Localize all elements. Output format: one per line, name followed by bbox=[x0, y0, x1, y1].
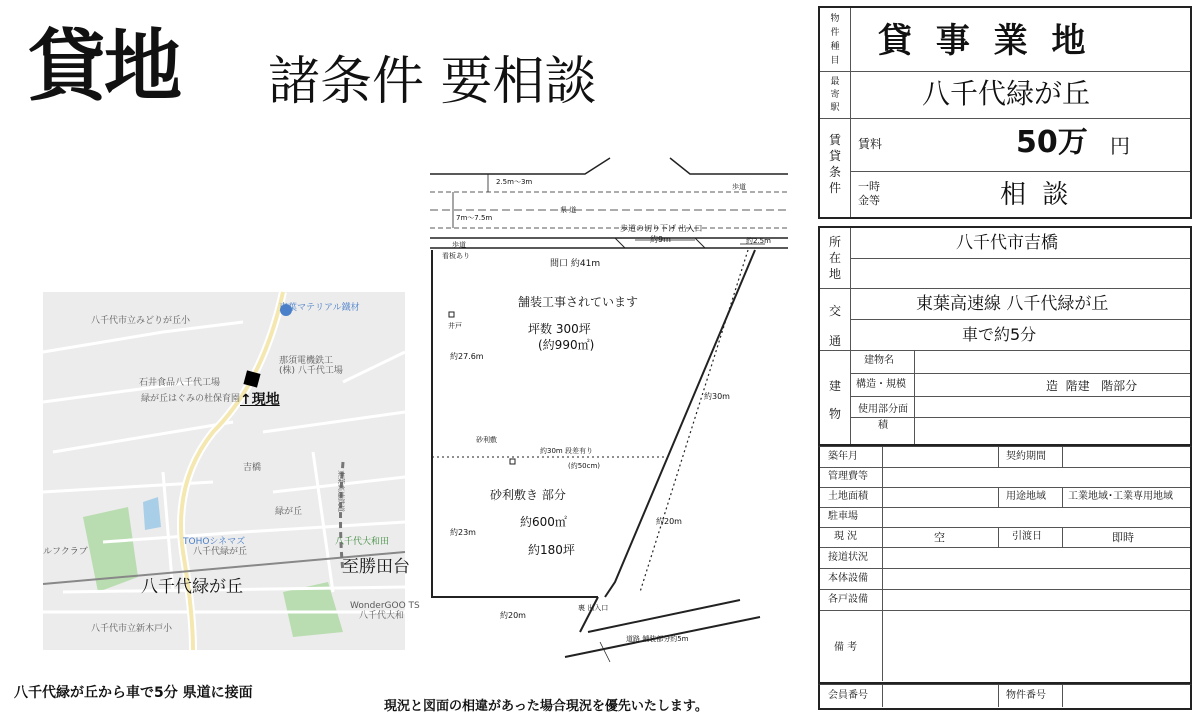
plan-sidewalk-left: 歩道 bbox=[452, 241, 466, 249]
plan-well: 井戸 bbox=[448, 322, 462, 330]
transport-access: 車で約5分 bbox=[962, 325, 1037, 344]
contract-details-table bbox=[818, 446, 1192, 684]
building-name-label: 建物名 bbox=[864, 355, 894, 366]
map-label-ikisaki: 至勝田台 bbox=[342, 557, 410, 577]
map-label-company2b: (株) 八千代工場 bbox=[279, 366, 343, 376]
site-marker-label: ↑現地 bbox=[240, 392, 280, 408]
remarks-label: 備 考 bbox=[834, 642, 858, 653]
zoning-value: 工業地域･工業専用地域 bbox=[1068, 491, 1173, 502]
plan-sidewalk-width: 2.5m～3m bbox=[496, 178, 533, 186]
current-status-label: 現 況 bbox=[834, 531, 858, 542]
map-label-company2: 那須電機鉄工 bbox=[279, 356, 334, 366]
plan-back-entrance: 裏 出入口 bbox=[578, 604, 609, 612]
map-label-yoshi: 吉橋 bbox=[243, 463, 262, 473]
map-label-toho: TOHOシネマズ bbox=[183, 537, 246, 547]
property-number-label: 物件番号 bbox=[1006, 690, 1046, 701]
map-label-rail: 東葉高速鉄道 bbox=[337, 470, 345, 512]
use-area-label: 使用部分面 積 bbox=[858, 404, 908, 431]
member-number-row bbox=[818, 684, 1192, 710]
nearest-station-label: 最寄駅 bbox=[830, 77, 840, 113]
rent-conditions-label: 賃貸条件 bbox=[828, 133, 841, 195]
main-title: 貸地 bbox=[28, 22, 181, 112]
plan-approx-30m-step: 約30m 段差有り bbox=[540, 447, 593, 455]
plan-approx-27-6m: 約27.6m bbox=[450, 352, 484, 361]
map-label-nursery: 緑が丘はぐみの杜保育園 bbox=[141, 394, 241, 404]
deposit-value: 相 談 bbox=[1000, 180, 1073, 210]
location-label: 所在地 bbox=[828, 235, 841, 281]
plan-approx-9m: 約9m bbox=[650, 235, 671, 244]
plan-approx-50cm: (約50cm) bbox=[568, 462, 601, 470]
plan-sidewalk-top: 歩道 bbox=[732, 183, 746, 191]
road-access-label: 接道状況 bbox=[828, 552, 868, 563]
site-plan-lines bbox=[420, 152, 800, 662]
property-type-value: 貸 事 業 地 bbox=[878, 21, 1092, 61]
building-label: 建物 bbox=[828, 379, 841, 421]
parking-label: 駐車場 bbox=[828, 511, 858, 522]
plan-approx-600: 約600㎡ bbox=[520, 515, 567, 529]
plan-approx-23m: 約23m bbox=[450, 528, 476, 537]
plan-frontage: 間口 約41m bbox=[550, 259, 601, 269]
map-label-wonder: WonderGOO TS bbox=[350, 601, 420, 611]
plan-prefectural-road: 県 道 bbox=[560, 206, 577, 214]
plan-sqm: (約990㎡) bbox=[538, 338, 595, 352]
map-label-station: 八千代緑が丘 bbox=[141, 577, 243, 597]
plan-approx-20m-right: 約20m bbox=[656, 517, 682, 526]
plan-approx-2-5m: 約2.5m bbox=[746, 237, 771, 245]
property-summary-table bbox=[818, 6, 1192, 219]
zoning-label: 用途地域 bbox=[1006, 491, 1046, 502]
map-label-food: 石井食品八千代工場 bbox=[139, 378, 221, 388]
structure-label: 構造・規模 bbox=[856, 379, 906, 390]
transport-label: 交通 bbox=[828, 304, 841, 348]
map-label-midori: 緑が丘 bbox=[275, 507, 303, 517]
map-label-golf: ルフクラブ bbox=[43, 547, 88, 557]
nearest-station-value: 八千代緑が丘 bbox=[922, 77, 1091, 110]
map-label-toho2: 八千代緑が丘 bbox=[193, 547, 248, 557]
contract-period-label: 契約期間 bbox=[1006, 451, 1046, 462]
map-label-company1: 東葉マテリアル鐵材 bbox=[279, 303, 360, 313]
map-label-wonder2: 八千代大和 bbox=[359, 611, 405, 621]
handover-value: 即時 bbox=[1112, 531, 1134, 544]
plan-gravel-label: 砂利敷 bbox=[476, 436, 497, 444]
unit-facility-label: 各戸設備 bbox=[828, 594, 868, 605]
access-caption: 八千代緑が丘から車で5分 県道に接面 bbox=[14, 685, 253, 701]
site-plan bbox=[420, 152, 800, 662]
plan-road-width: 7m～7.5m bbox=[456, 214, 493, 222]
map-label-school2: 八千代市立新木戸小 bbox=[91, 624, 173, 634]
plan-sign: 看板あり bbox=[442, 252, 470, 260]
member-number-label: 会員番号 bbox=[828, 690, 868, 701]
location-value: 八千代市吉橋 bbox=[956, 233, 1058, 253]
rent-unit: 円 bbox=[1110, 134, 1130, 158]
rent-value: 50万 bbox=[1016, 125, 1088, 160]
rent-label: 賃料 bbox=[858, 137, 883, 151]
disclaimer-caption: 現況と図面の相違があった場合現況を優先いたします。 bbox=[384, 699, 708, 714]
property-type-label: 物件種目 bbox=[830, 14, 840, 66]
deposit-label: 一時金等 bbox=[858, 180, 880, 207]
handover-label: 引渡日 bbox=[1012, 531, 1042, 542]
land-area-label: 土地面積 bbox=[828, 491, 868, 502]
plan-approx-20m-bottom: 約20m bbox=[500, 611, 526, 620]
mgmt-fee-label: 管理費等 bbox=[828, 471, 868, 482]
plan-paved: 舗装工事されています bbox=[518, 295, 639, 309]
transport-line: 東葉高速線 八千代緑が丘 bbox=[916, 294, 1109, 314]
area-map bbox=[43, 292, 420, 650]
plan-curb-cut: 歩道の切り下げ 出入口 bbox=[620, 224, 703, 233]
location-building-table bbox=[818, 226, 1192, 446]
plan-road-bottom: 道路 舗装部分約5m bbox=[626, 635, 689, 643]
plan-approx-30m-right: 約30m bbox=[704, 392, 730, 401]
current-status-value: 空 bbox=[934, 531, 945, 544]
map-label-shoot: 八千代大和田 bbox=[335, 537, 390, 547]
map-label-school1: 八千代市立みどりが丘小 bbox=[91, 316, 191, 326]
sub-title: 諸条件 要相談 bbox=[268, 52, 597, 112]
plan-tsubo: 坪数 300坪 bbox=[528, 322, 591, 336]
main-facility-label: 本体設備 bbox=[828, 573, 868, 584]
built-label: 築年月 bbox=[828, 451, 858, 462]
plan-gravel-part: 砂利敷き 部分 bbox=[490, 488, 566, 502]
plan-approx-180: 約180坪 bbox=[528, 543, 575, 557]
structure-value: 造 階建 階部分 bbox=[1046, 379, 1138, 393]
